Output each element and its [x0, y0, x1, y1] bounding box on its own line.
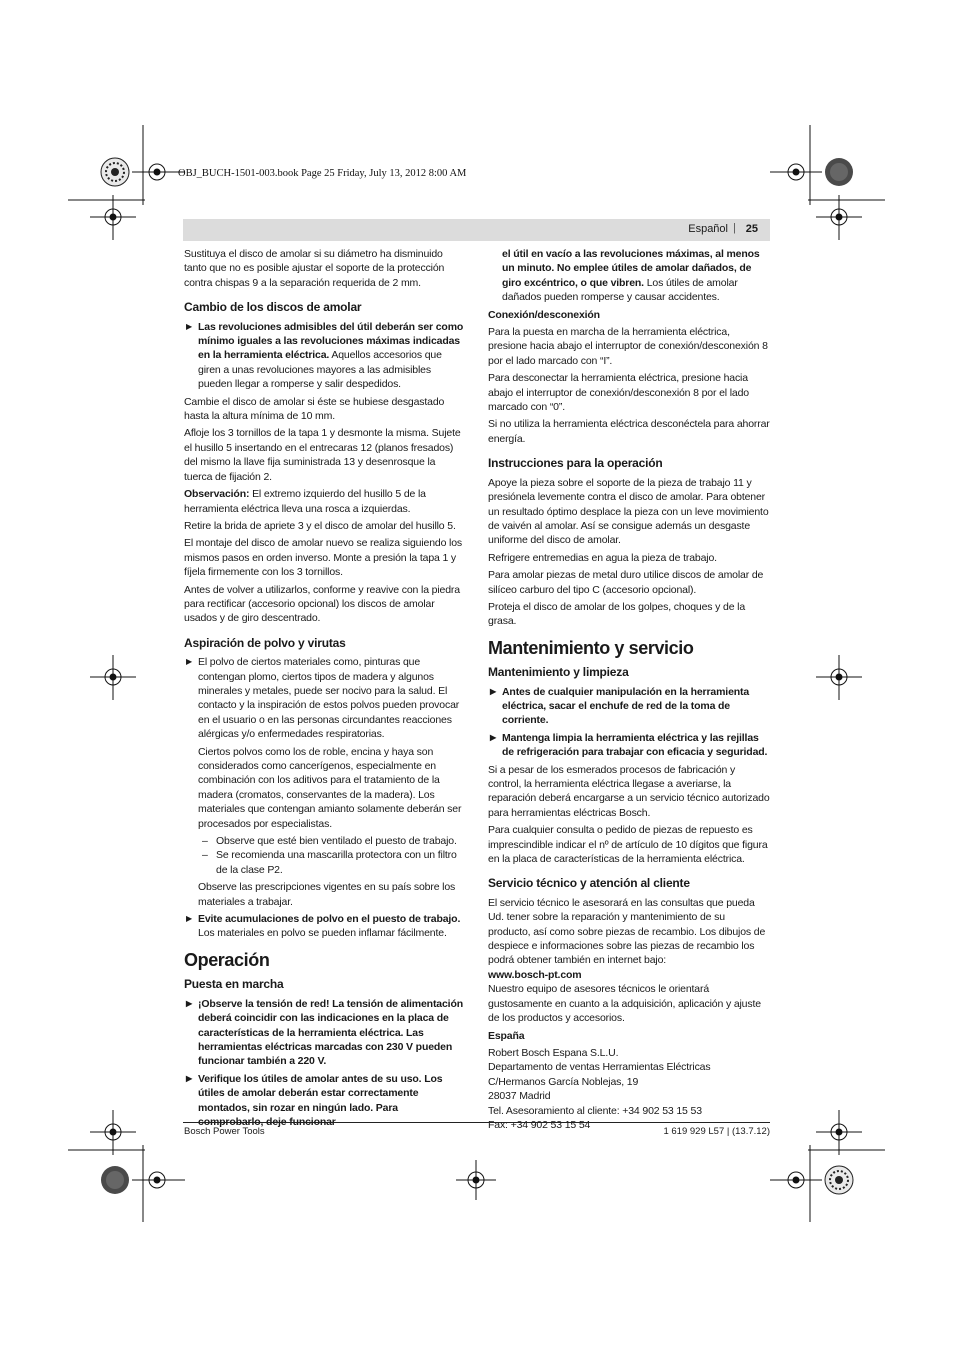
heading-instrucciones: Instrucciones para la operación	[488, 456, 663, 471]
heading-servicio: Servicio técnico y atención al cliente	[488, 876, 690, 891]
paragraph: Ciertos polvos como los de roble, encina y haya son considerados como cancerígenos, especialmente en combinación con los aditivos para el tratamiento de la madera (cromatos, conservantes de la madera). Los materiales que contengan amianto solamente deberán ser procesados por especialistas.	[198, 745, 462, 830]
address-line: Departamento de ventas Herramientas Eléctricas	[488, 1061, 711, 1074]
paragraph: Observe las prescripciones vigentes en su país sobre los materiales a trabajar.	[198, 881, 456, 908]
left-column	[184, 247, 465, 1132]
paragraph: Para cualquier consulta o pedido de piezas de repuesto es imprescindible indicar el nº de artículo de 10 dígitos que figura en la placa de características de la herramienta eléctrica.	[488, 824, 768, 866]
list-item: ▶ ¡Observe la tensión de red! La tensión de alimentación deberá coincidir con las indicaciones en la placa de características de la herramienta eléctrica. Las herramientas eléctricas marcadas con 230 V pueden funcionar también a 220 V.	[186, 997, 463, 1068]
address-line: Robert Bosch Espana S.L.U.	[488, 1046, 619, 1059]
paragraph: Nuestro equipo de asesores técnicos le orientará gustosamente en cuanto a la adquisición, aplicación y ajuste de los productos y accesorios.	[488, 983, 761, 1025]
list-item: ▶ Verifique los útiles de amolar antes de su uso. Los útiles de amolar deberán estar correctamente montados, sin rozar en ningún lado. Para comprobarlo, deje funcionar	[186, 1072, 443, 1128]
triangle-bullet-icon: ▶	[186, 657, 193, 667]
header-language: Español	[688, 223, 728, 235]
heading-mantenimiento-limpieza: Mantenimiento y limpieza	[488, 665, 629, 680]
triangle-bullet-icon: ▶	[186, 321, 193, 331]
list-item: ▶ Evite acumulaciones de polvo en el puesto de trabajo. Los materiales en polvo se pueden inflamar fácilmente.	[186, 913, 461, 940]
heading-aspiracion: Aspiración de polvo y virutas	[184, 635, 346, 650]
list-item: ▶ Antes de cualquier manipulación en la herramienta eléctrica, sacar el enchufe de red de la toma de corriente.	[490, 685, 750, 727]
paragraph: Antes de volver a utilizarlos, conforme y reavive con la piedra para rectificar (accesorio opcional) los discos de amolar usados y de giro descentrado.	[184, 583, 460, 625]
paragraph: El servicio técnico le asesorará en las consultas que pueda Ud. tener sobre la reparación y mantenimiento de su producto, así como sobre piezas de recambio. Los dibujos de despiece e informaciones sobre las piezas de recambio los podrá obtener también en internet bajo:	[488, 896, 766, 967]
paragraph: Apoye la pieza sobre el soporte de la pieza de trabajo 11 y presiónela levemente contra el disco de amolar. Para obtener un resultado óptimo desplace la pieza con un leve movimiento de vaivén al amolar. Así se consigue además un desgaste uniforme del disco de amolar.	[488, 476, 769, 547]
print-header: OBJ_BUCH-1501-003.book Page 25 Friday, July 13, 2012 8:00 AM	[178, 168, 467, 179]
paragraph: Retire la brida de apriete 3 y el disco de amolar del husillo 5.	[184, 519, 456, 532]
website-link[interactable]: www.bosch-pt.com	[488, 968, 582, 981]
dash-item: – Se recomienda una mascarilla protectora con un filtro de la clase P2.	[202, 849, 457, 876]
heading-operacion: Operación	[184, 949, 270, 970]
dash-item: – Observe que esté bien ventilado el puesto de trabajo.	[202, 835, 457, 848]
paragraph: Para la puesta en marcha de la herramienta eléctrica, presione hacia abajo el interruptor de conexión/desconexión 8 por el lado marcado con “I”.	[488, 326, 768, 367]
paragraph: Si no utiliza la herramienta eléctrica desconéctela para ahorrar energía.	[488, 418, 770, 445]
paragraph: Refrigere entremedias en agua la pieza de trabajo.	[488, 551, 717, 564]
heading-puesta-en-marcha: Puesta en marcha	[184, 977, 284, 992]
paragraph: Para desconectar la herramienta eléctrica, presione hacia abajo el interruptor de conexión/desconexión 8 por el lado marcado con “0”.	[488, 372, 749, 414]
footer-divider	[183, 1122, 770, 1123]
footer-brand: Bosch Power Tools	[184, 1126, 265, 1137]
observation-paragraph: Observación: El extremo izquierdo del husillo 5 de la herramienta eléctrica lleva una rosca a izquierdas.	[184, 488, 426, 515]
triangle-bullet-icon: ▶	[186, 1073, 193, 1083]
list-item: ▶ Las revoluciones admisibles del útil deberán ser como mínimo iguales a las revoluciones máximas indicadas en la herramienta eléctrica. Aquellos accesorios que giren a unas revoluciones mayores a las admisibles pueden llegar a romperse y salir despedidos.	[186, 320, 464, 391]
paragraph: Proteja el disco de amolar de los golpes, choques y de la grasa.	[488, 600, 746, 628]
address-line: C/Hermanos García Noblejas, 19	[488, 1075, 639, 1088]
paragraph: Cambie el disco de amolar si éste se hubiese desgastado hasta la altura mínima de 10 mm.	[184, 395, 445, 423]
heading-mantenimiento: Mantenimiento y servicio	[488, 637, 694, 658]
paragraph: Para amolar piezas de metal duro utilice discos de amolar de silíceo carburo del tipo C (accesorio opcional).	[488, 569, 764, 596]
paragraph: Afloje los 3 tornillos de la tapa 1 y desmonte la misma. Sujete el husillo 5 insertando en el entrecaras 12 (planos fresados) del mismo la llave fija suministrada 13 y desenrosque la tuerca de fijación 2.	[184, 427, 461, 483]
triangle-bullet-icon: ▶	[490, 686, 497, 696]
header-page-number: 25	[745, 223, 758, 235]
heading-country: España	[488, 1029, 525, 1042]
list-item: ▶ Mantenga limpia la herramienta eléctrica y las rejillas de refrigeración para trabajar con eficacia y seguridad.	[490, 731, 768, 759]
paragraph: El montaje del disco de amolar nuevo se realiza siguiendo los mismos pasos en orden inverso. Monte a presión la tapa 1 y fíjela firmemente con los 3 tornillos.	[184, 537, 463, 579]
triangle-bullet-icon: ▶	[490, 732, 497, 742]
intro-paragraph: Sustituya el disco de amolar si su diámetro ha disminuido tanto que no es posible ajustar el soporte de la protección contra chispas 9 a la separación requerida de 2 mm.	[184, 248, 445, 289]
address-line: 28037 Madrid	[488, 1090, 551, 1103]
header-separator: |	[733, 222, 736, 234]
paragraph: Si a pesar de los esmerados procesos de fabricación y control, la herramienta eléctrica llegase a averiarse, la reparación deberá encargarse a un servicio técnico autorizado para herramientas eléctricas Bosch.	[488, 763, 770, 819]
heading-cambio: Cambio de los discos de amolar	[184, 300, 362, 315]
phone-line: Tel. Asesoramiento al cliente: +34 902 53 15 53	[488, 1104, 702, 1117]
footer-doc-number: 1 619 929 L57 | (13.7.12)	[663, 1126, 770, 1137]
page-header-bar	[183, 219, 770, 241]
triangle-bullet-icon: ▶	[186, 998, 193, 1008]
continued-paragraph: el útil en vacío a las revoluciones máximas, al menos un minuto. No emplee útiles de amolar dañados, de giro excéntrico, o que vibren. Los útiles de amolar dañados pueden romperse y causar accidentes.	[502, 248, 760, 304]
list-item: ▶ El polvo de ciertos materiales como, pinturas que contengan plomo, ciertos tipos de madera y algunos minerales y metales, puede ser nocivo para la salud. El contacto y la inspiración de estos polvos pueden provocar en el usuario o en las personas circundantes reacciones alérgicas y/o enfermedades respiratorias.	[186, 656, 460, 741]
right-column	[488, 247, 770, 1132]
fax-line: Fax: +34 902 53 15 54	[488, 1118, 591, 1131]
heading-conexion: Conexión/desconexión	[488, 308, 600, 321]
triangle-bullet-icon: ▶	[186, 914, 193, 924]
